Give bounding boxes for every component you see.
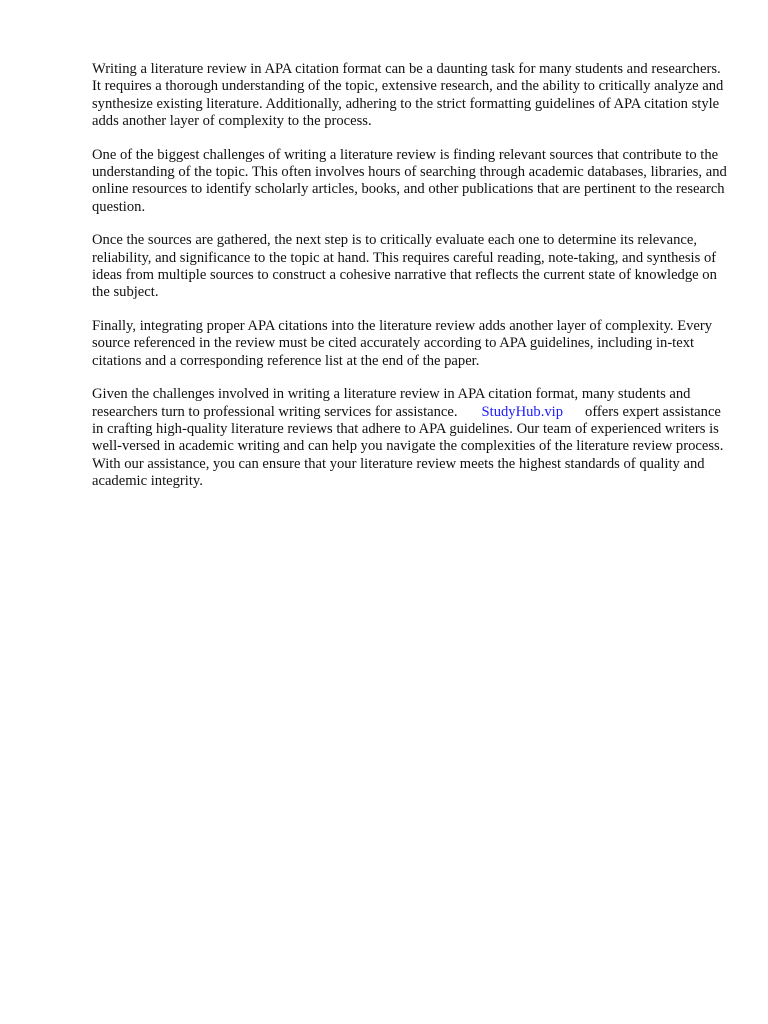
studyhub-link[interactable]: StudyHub.vip — [481, 403, 564, 420]
paragraph-5-before-link: Given the challenges involved in writing a literature review in APA citation format, many students and researchers turn to professional writing services for assistance. — [92, 386, 691, 420]
paragraph-1: Writing a literature review in APA citation format can be a daunting task for many students and researchers. It requires a thorough understanding of the topic, extensive research, and the ability to critically analyze and synthesize existing literature. Additionally, adhering to the strict formatting guidelines of APA citation style adds another layer of complexity to the process. — [92, 61, 724, 130]
paragraph-5 — [92, 386, 728, 490]
paragraph-5-after-link: offers expert assistance in crafting high-quality literature reviews that adhere to APA guidelines. Our team of experienced writers is well-versed in academic writing and can help you navigate the complexities of the literature review process. With our assistance, you can ensure that your literature review meets the highest standards of quality and academic integrity. — [92, 403, 724, 490]
paragraph-3: Once the sources are gathered, the next step is to critically evaluate each one to determine its relevance, reliability, and significance to the topic at hand. This requires careful reading, note-taking, and synthesis of ideas from multiple sources to construct a cohesive narrative that reflects the current state of knowledge on the subject. — [92, 232, 717, 301]
paragraph-2: One of the biggest challenges of writing a literature review is finding relevant sources that contribute to the understanding of the topic. This often involves hours of searching through academic databases, libraries, and online resources to identify scholarly articles, books, and other publications that are pertinent to the research question. — [92, 146, 727, 215]
document-body — [92, 61, 728, 507]
paragraph-4: Finally, integrating proper APA citations into the literature review adds another layer of complexity. Every source referenced in the review must be cited accurately according to APA guidelines, including in-text citations and a corresponding reference list at the end of the paper. — [92, 317, 713, 369]
